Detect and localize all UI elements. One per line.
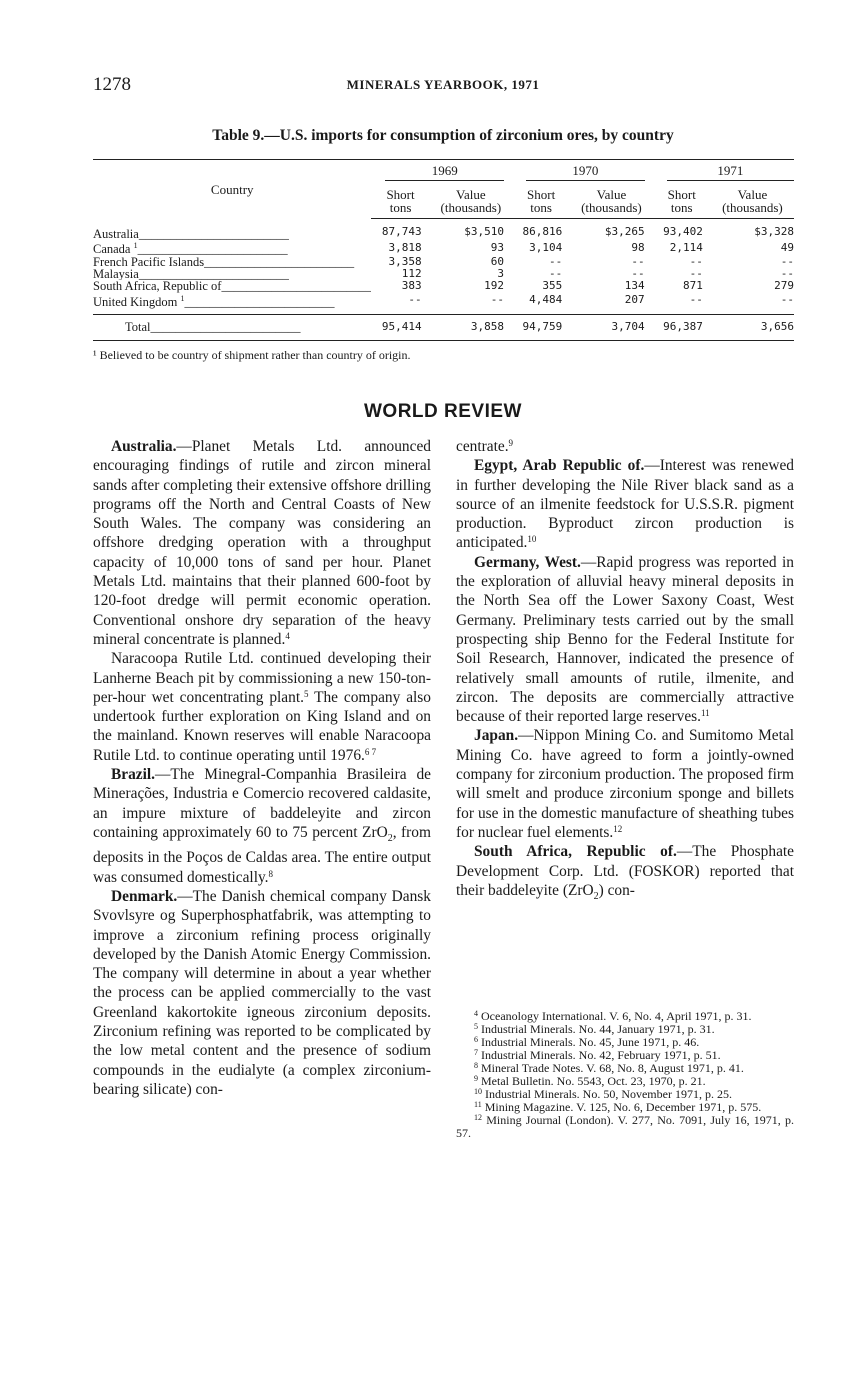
short-tons-header: Short tons (371, 184, 429, 219)
table-row (93, 280, 794, 292)
country-cell: Canada $^1$________________________ (93, 241, 288, 256)
text-column-left (93, 437, 431, 1099)
cell: -- (408, 293, 422, 307)
footnote: $^{12}$ Mining Journal (London). V. 277, No. 7091, July 16, 1971, p. 57. (456, 1113, 795, 1140)
cell: -- (780, 254, 794, 268)
footnote: $^4$ Oceanology International. V. 6, No. 4, April 1971, p. 31. (474, 1009, 752, 1023)
page-header (93, 74, 793, 98)
year-header-1970: 1970 (512, 160, 653, 185)
table-row (93, 256, 794, 268)
footnote: $^5$ Industrial Minerals. No. 44, January 1971, p. 31. (474, 1022, 715, 1036)
cell: -- (780, 267, 794, 281)
imports-table (93, 159, 794, 341)
cell: $3,265 (604, 225, 645, 239)
value-header: Value (thousands) (570, 184, 652, 219)
cell: -- (689, 254, 703, 268)
cell: 4,484 (529, 293, 563, 307)
text-column-right (456, 437, 794, 906)
cell: 3 (497, 267, 505, 281)
table-row (93, 219, 794, 241)
country-cell: Malaysia________________________ (93, 268, 289, 281)
paragraph-brazil: Brazil.—The Minegral-Companhia Brasileira de Minerações, Industria e Comercio recovered caldasite, an impure mixture of baddeleyite and zircon containing approximately 60 to 75 percent ZrO$_2$, from deposits in the Poços de Caldas area. The entire output was consumed domestically.$^8$ (93, 766, 431, 886)
year-header-1971: 1971 (653, 160, 794, 185)
cell: -- (549, 254, 563, 268)
cell: 3,858 (430, 315, 512, 340)
cell: -- (689, 293, 703, 307)
cell: 93 (490, 240, 505, 254)
country-cell: South Africa, Republic of________________________ (93, 280, 372, 293)
value-header: Value (thousands) (711, 184, 794, 219)
footnote: $^6$ Industrial Minerals. No. 45, June 1971, p. 46. (474, 1035, 700, 1049)
paragraph-germany: Germany, West.—Rapid progress was reported in the exploration of alluvial heavy mineral deposits in the North Sea off the Lower Saxony Coast, West Germany. Preliminary tests carried out by the small prospecting ship Benno for the Federal Institute for Soil Research, Hannover, indicated the presence of relatively small amounts of rutile, ilmenite, and zircon. The deposits are commercially attractive because of their reported large reserves.$^{11}$ (456, 553, 794, 726)
footnote: $^8$ Mineral Trade Notes. V. 68, No. 8, August 1971, p. 41. (474, 1061, 744, 1075)
paragraph-egypt: Egypt, Arab Republic of.—Interest was renewed in further developing the Nile River black sand as a source of an ilmenite feedstock for U.S.S.R. pigment production. Byproduct zircon production is anticipated.$^{10}$ (456, 457, 794, 552)
cell: 383 (401, 279, 422, 293)
cell: 93,402 (663, 225, 703, 239)
table-title: Table 9.—U.S. imports for consumption of zirconium ores, by country (212, 127, 674, 144)
cell: 98 (631, 240, 645, 254)
cell: -- (631, 267, 645, 281)
total-row (93, 315, 794, 340)
cell: 2,114 (669, 240, 703, 254)
cell: 96,387 (653, 315, 711, 340)
cell: 3,104 (529, 240, 563, 254)
cell: 3,358 (388, 254, 422, 268)
footnote: $^{10}$ Industrial Minerals. No. 50, November 1971, p. 25. (474, 1087, 732, 1101)
table-row (93, 240, 794, 256)
cell: 87,743 (381, 225, 422, 239)
page-number: 1278 (93, 74, 131, 95)
cell: 49 (780, 240, 794, 254)
cell: -- (549, 267, 563, 281)
short-tons-header: Short tons (653, 184, 711, 219)
country-cell: Australia________________________ (93, 226, 289, 241)
cell: 112 (401, 267, 422, 281)
cell: 871 (682, 279, 703, 293)
cell: 3,656 (711, 315, 794, 340)
table-row (93, 293, 794, 315)
value-header: Value (thousands) (430, 184, 512, 219)
cell: 60 (490, 254, 505, 268)
table-footnote: ¹ Believed to be country of shipment rather than country of origin. (93, 348, 411, 362)
paragraph-denmark: Denmark.—The Danish chemical company Dansk Svovlsyre og Superphosphatfabrik, was attempting to improve a zirconium refining process originally developed by the Danish Atomic Energy Commission. The company will determine in about a year whether the process can be applied commercially to the vast Greenland kakortokite igneous zirconium deposits. Zirconium refining was reported to be complicated by the low metal content and the presence of sodium compounds in the eudialyte (a complex zirconium-bearing silicate) con- (93, 887, 431, 1098)
cell: 94,759 (512, 315, 570, 340)
total-label: Total________________________ (93, 315, 371, 340)
cell: -- (631, 254, 645, 268)
cell: 95,414 (371, 315, 429, 340)
short-tons-header: Short tons (512, 184, 570, 219)
cell: 134 (624, 279, 645, 293)
running-title: MINERALS YEARBOOK, 1971 (346, 77, 540, 92)
paragraph-australia: Australia.—Planet Metals Ltd. announced encouraging findings of rutile and zircon mineral sands after completing their extensive offshore drilling programs off the North and Central Coasts of New South Wales. The company was considering an offshore dredging operation with a throughput capacity of 10,000 tons of sand per hour. Planet Metals Ltd. maintains that their planned 600-foot by 120-foot dredge will permit economic operation. Conventional onshore dry separation of the heavy mineral concentrate is planned.$^4$ (93, 438, 431, 648)
cell: -- (490, 293, 505, 307)
paragraph-japan: Japan.—Nippon Mining Co. and Sumitomo Metal Mining Co. have agreed to form a jointly-owned company for zirconium production. The proposed firm will smelt and produce zirconium sponge and billets for use in the domestic manufacture of sheathing tubes for nuclear fuel elements.$^{12}$ (456, 727, 794, 841)
cell: 207 (624, 293, 645, 307)
section-title: WORLD REVIEW (364, 401, 522, 422)
cell: 279 (774, 279, 794, 293)
cell: $3,328 (754, 225, 794, 239)
footnote: $^9$ Metal Bulletin. No. 5543, Oct. 23, 1970, p. 21. (474, 1074, 706, 1088)
paragraph-naracoopa: Naracoopa Rutile Ltd. continued developing their Lanherne Beach pit by commissioning a new 150-ton-per-hour wet concentrating plant.$^5$ The company also undertook further exploration on King Island and on the mainland. Known reserves will enable Naracoopa Rutile Ltd. to continue operating until 1976.$^{6 7}$ (93, 650, 431, 764)
footnote: $^7$ Industrial Minerals. No. 42, February 1971, p. 51. (474, 1048, 721, 1062)
cell: -- (780, 293, 794, 307)
footnotes (456, 1010, 794, 1140)
country-cell: French Pacific Islands________________________ (93, 255, 355, 269)
footnote: $^{11}$ Mining Magazine. V. 125, No. 6, December 1971, p. 575. (474, 1100, 762, 1114)
cell: $3,510 (464, 225, 505, 239)
paragraph-south-africa: South Africa, Republic of.—The Phosphate Development Corp. Ltd. (FOSKOR) reported that their baddeleyite (ZrO$_2$) con- (456, 843, 795, 902)
cell: 355 (542, 279, 563, 293)
country-column-header: Country (93, 160, 371, 219)
cell: 3,818 (388, 240, 422, 254)
country-cell: United Kingdom $^1$________________________ (93, 293, 335, 309)
paragraph-denmark-continued: centrate.$^9$ (456, 438, 514, 455)
year-header-1969: 1969 (371, 160, 512, 185)
cell: -- (689, 267, 703, 281)
cell: 86,816 (522, 225, 563, 239)
cell: 3,704 (570, 315, 652, 340)
cell: 192 (484, 279, 505, 293)
